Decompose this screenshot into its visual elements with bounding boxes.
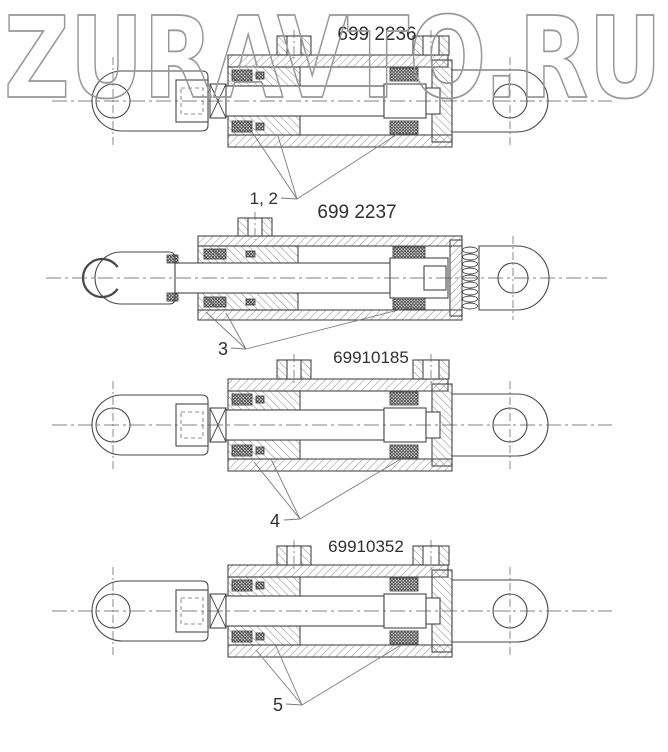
cylinder-drawing-1 <box>52 30 612 147</box>
cylinder-top-wall <box>198 236 462 246</box>
part-number-label: 69910185 <box>333 348 409 367</box>
cylinder-drawing-4 <box>52 540 612 657</box>
cylinder-drawing-3 <box>52 354 612 471</box>
wiper-seal-lower <box>246 299 255 305</box>
leader-line <box>284 519 300 520</box>
gland-seal-upper <box>204 249 226 259</box>
leader-line <box>231 348 246 349</box>
cylinder-bottom-wall <box>198 310 462 320</box>
wiper-seal-upper <box>246 251 255 257</box>
gland-seal-lower <box>204 297 226 307</box>
watermark-text: ZURAVTO.RU <box>4 0 662 120</box>
part-number-label: 699 2236 <box>337 24 417 45</box>
callout-number: 5 <box>272 695 283 715</box>
figure-cylinder-3 <box>52 348 612 531</box>
callout-number: 1, 2 <box>249 189 278 208</box>
callout-number: 4 <box>269 511 280 531</box>
piston-seal-upper <box>393 247 425 259</box>
figure-cylinder-1 <box>52 24 612 208</box>
leader-line <box>281 198 297 199</box>
figure-cylinder-2 <box>46 202 608 359</box>
rod-wiper-lower <box>167 293 178 301</box>
rod-wiper-upper <box>167 255 178 263</box>
callout-number: 3 <box>217 339 228 359</box>
figure-cylinder-4 <box>52 537 612 715</box>
cylinder-drawing-2 <box>46 212 608 320</box>
part-number-label: 69910352 <box>328 537 404 556</box>
part-number-label: 699 2237 <box>317 202 397 223</box>
leader-line <box>286 704 302 705</box>
